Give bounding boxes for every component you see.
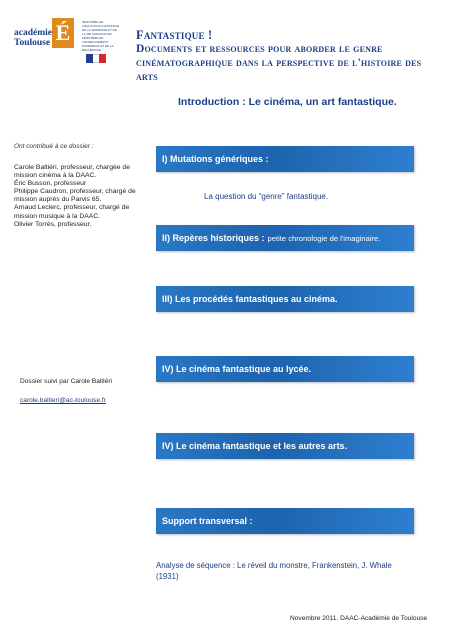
followed-by: Dossier suivi par Carole Baltiéri bbox=[20, 378, 112, 385]
section-label: IV) Le cinéma fantastique et les autres arts. bbox=[162, 441, 348, 451]
logo-line1: académie bbox=[14, 28, 52, 38]
section-bar-support[interactable] bbox=[156, 508, 414, 534]
intro-heading: Introduction : Le cinéma, un art fantastique. bbox=[178, 96, 397, 108]
section-label: I) Mutations génériques : bbox=[162, 154, 269, 164]
section-label: III) Les procédés fantastiques au cinéma. bbox=[162, 294, 338, 304]
section-label: IV) Le cinéma fantastique au lycée. bbox=[162, 364, 312, 374]
flag-white bbox=[93, 54, 100, 63]
section-bar-autres-arts[interactable] bbox=[156, 433, 414, 459]
logo-e-mark: É bbox=[52, 18, 74, 48]
sequence-analysis-link[interactable]: Analyse de séquence : Le réveil du monstre, Frankenstein, J. Whale (1931) bbox=[156, 561, 392, 581]
french-flag-icon bbox=[86, 54, 106, 63]
section-bar-lycee[interactable] bbox=[156, 356, 414, 382]
flag-blue bbox=[86, 54, 93, 63]
section-bar-mutations[interactable] bbox=[156, 146, 414, 172]
contributors-label: Ont contribué à ce dossier : bbox=[14, 143, 94, 150]
logo-wordmark bbox=[14, 28, 52, 48]
flag-red bbox=[99, 54, 106, 63]
title-line2: Documents et ressources pour aborder le genre cinématographique dans la perspective de l'histoire des arts bbox=[136, 43, 422, 83]
academie-logo bbox=[14, 18, 122, 70]
genre-question-link[interactable]: La question du “genre” fantastique. bbox=[204, 192, 329, 201]
contact-email-link[interactable]: carole.baltieri@ac-toulouse.fr bbox=[20, 397, 106, 404]
document-title bbox=[136, 28, 446, 84]
footer-date: Novembre 2011. DAAC-Académie de Toulouse bbox=[290, 615, 428, 622]
section-bar-procedes[interactable] bbox=[156, 286, 414, 312]
section-label: Support transversal : bbox=[162, 516, 253, 526]
section-extra: petite chronologie de l'imaginaire. bbox=[267, 233, 381, 243]
section-label: II) Repères historiques : bbox=[162, 233, 265, 243]
logo-line2: Toulouse bbox=[14, 38, 51, 48]
title-line1: Fantastique ! bbox=[136, 28, 213, 42]
section-bar-reperes[interactable] bbox=[156, 225, 414, 251]
ministry-text: MINISTÈRE DE L'ÉDUCATION NATIONALE DE LA JEUNESSE ET DE LA VIE ASSOCIATIVE MINISTÈRE DE L'ENSEIGNEMENT SUPÉRIEUR ET DE LA RECHERCHE bbox=[82, 20, 120, 52]
contributors-list: Carole Baltiéri, professeur, chargée de mission cinéma à la DAAC. Éric Busson, professeur Philippe Caudron, professeur, chargé de mission auprès du Parvis 65. Arnaud Leclerc, professeur, chargé de mission musique à la DAAC. Olivier Torrès, professeur. bbox=[14, 164, 136, 228]
